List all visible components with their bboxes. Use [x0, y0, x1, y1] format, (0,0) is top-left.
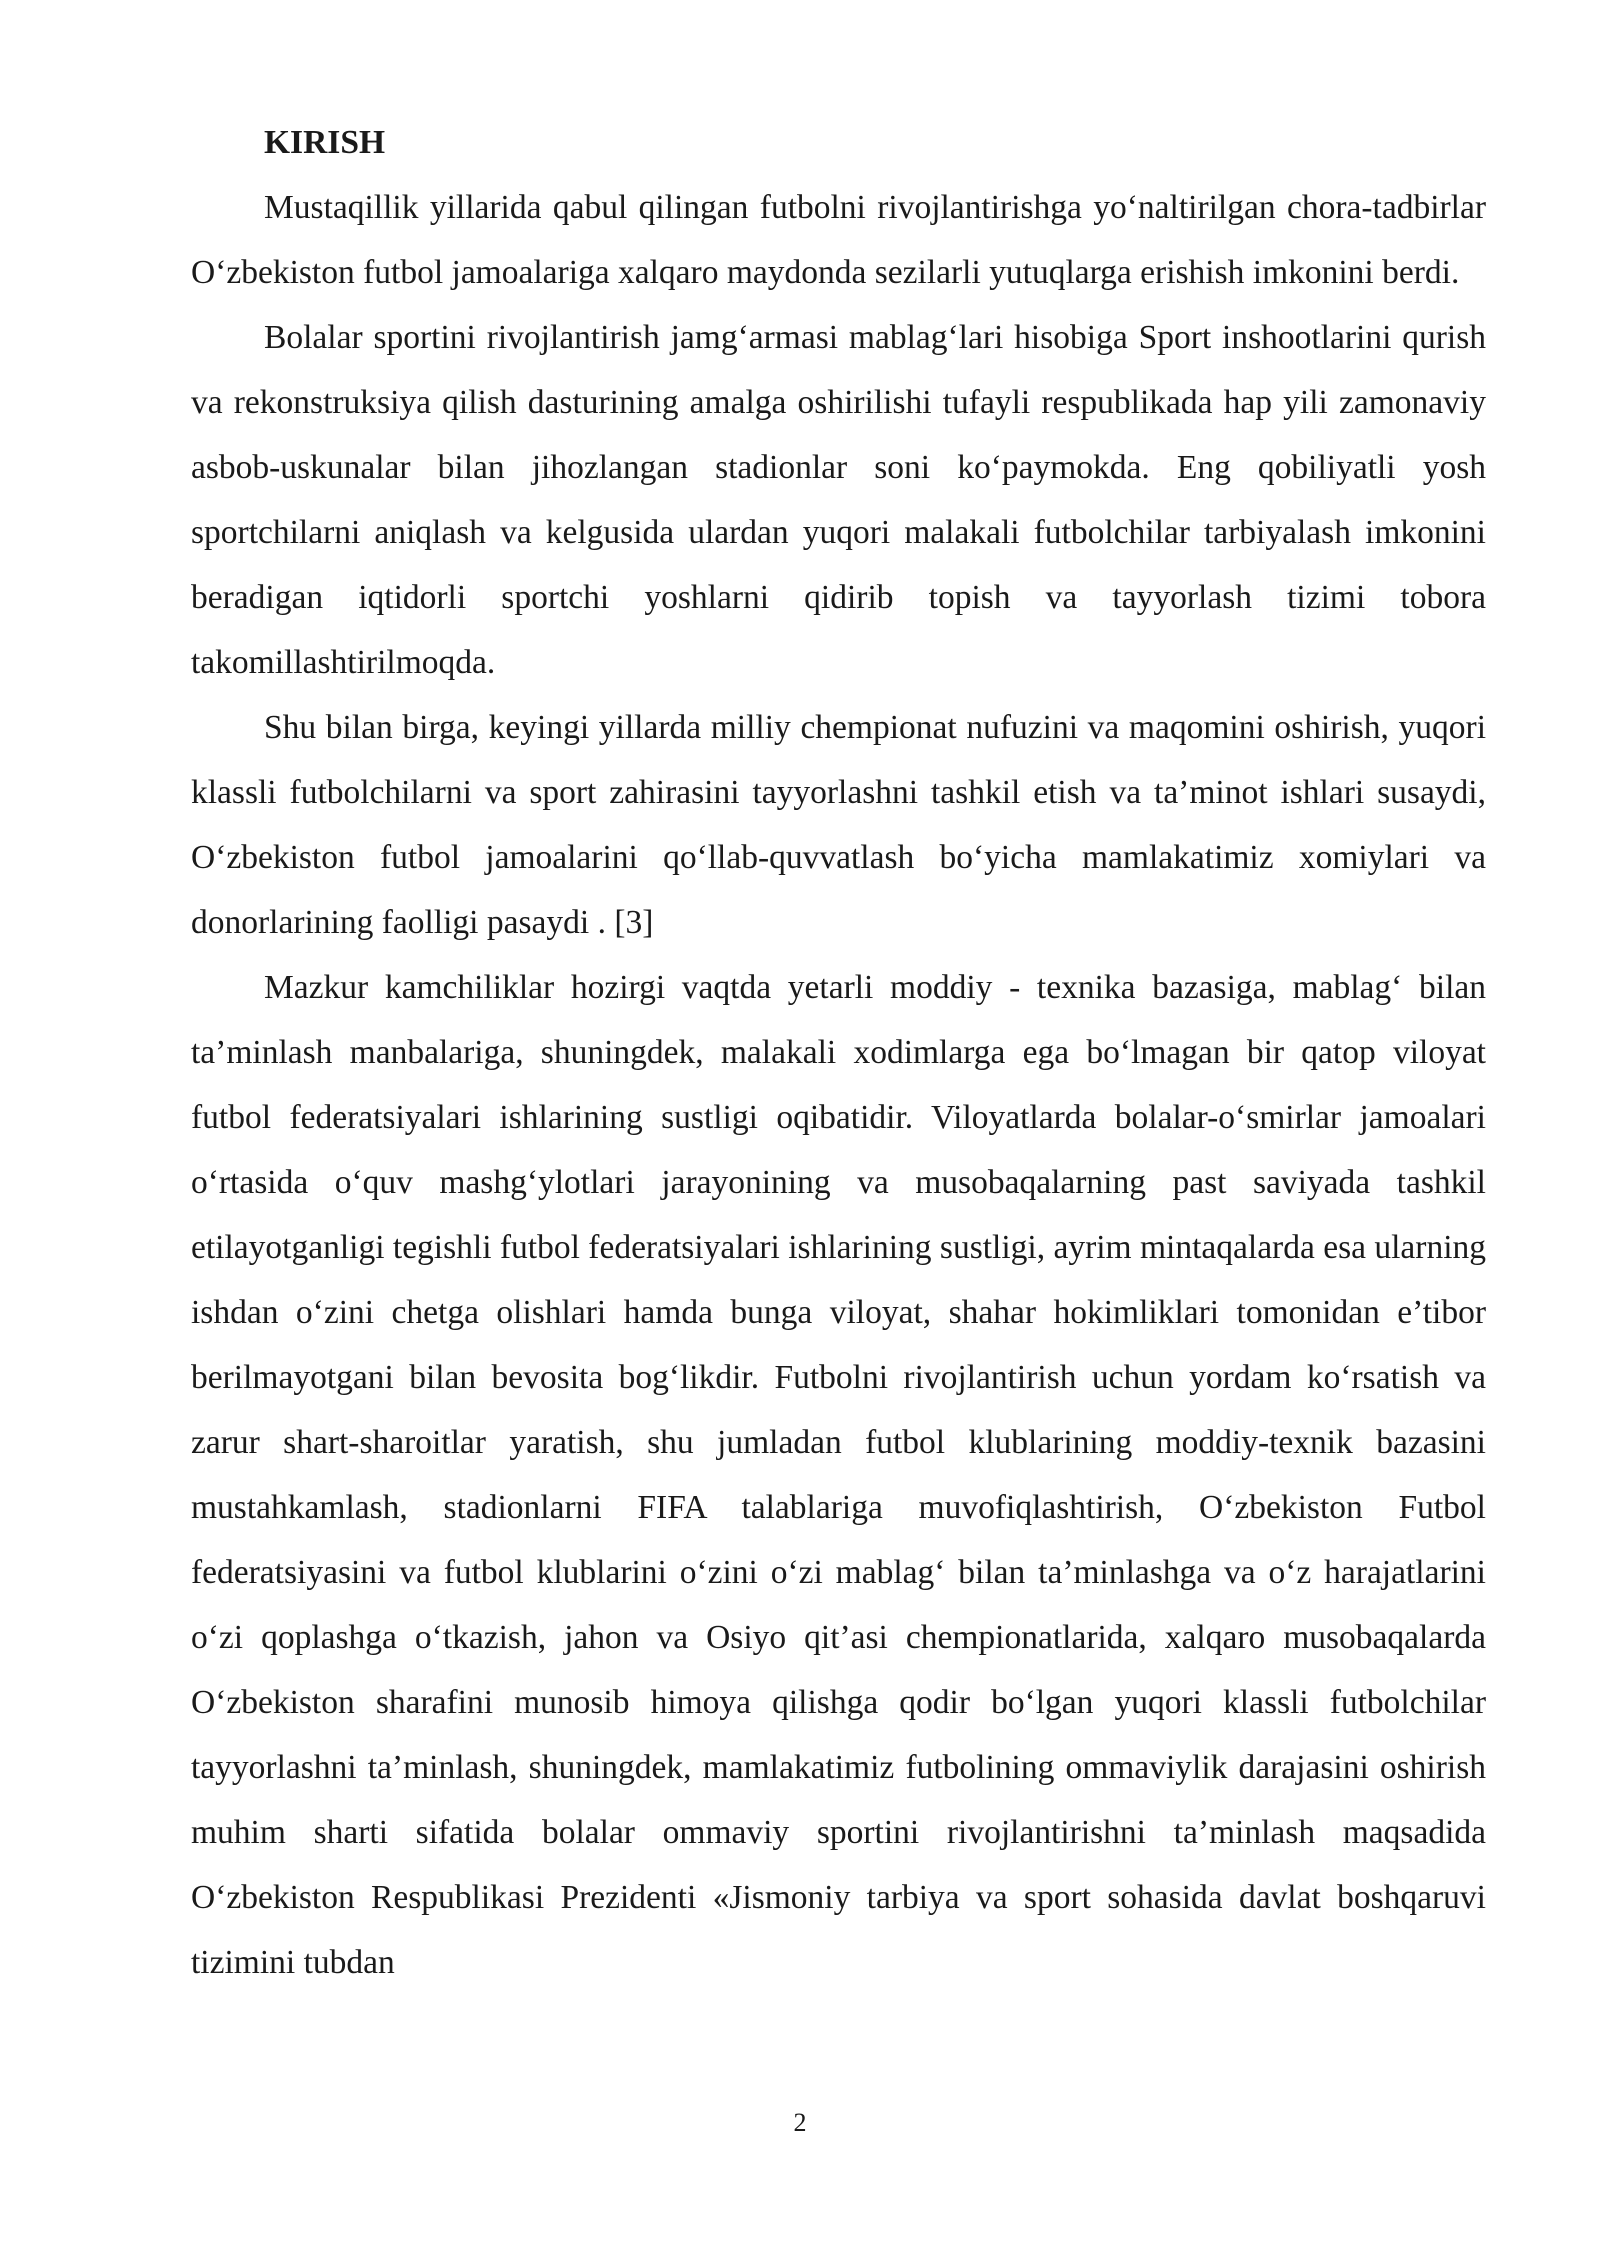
page-number: 2 [793, 2108, 807, 2137]
paragraph-1: Mustaqillik yillarida qabul qilingan futbolni rivojlantirishga yo‘naltirilgan chora-tadbirlar O‘zbekiston futbol jamoalariga xalqaro maydonda sezilarli yutuqlarga erishish imkonini berdi. [191, 189, 1486, 291]
section-heading: KIRISH [264, 124, 386, 161]
paragraph-3: Shu bilan birga, keyingi yillarda milliy chempionat nufuzini va maqomini oshirish, yuqori klassli futbolchilarni va sport zahirasini tayyorlashni tashkil etish va ta’minot ishlari susaydi, O‘zbekiston futbol jamoalarini qo‘llab-quvvatlash bo‘yicha mamlakatimiz xomiylari va donorlarining faolligi pasaydi . [3] [191, 709, 1486, 941]
paragraph-4: Mazkur kamchiliklar hozirgi vaqtda yetarli moddiy - texnika bazasiga, mablag‘ bilan ta’minlash manbalariga, shuningdek, malakali xodimlarga ega bo‘lmagan bir qatop viloyat futbol federatsiyalari ishlarining sustligi oqibatidir. Viloyatlarda bolalar-o‘smirlar jamoalari o‘rtasida o‘quv mashg‘ylotlari jarayonining va musobaqalarning past saviyada tashkil etilayotganligi tegishli futbol federatsiyalari ishlarining sustligi, ayrim mintaqalarda esa ularning ishdan o‘zini chetga olishlari hamda bunga viloyat, shahar hokimliklari tomonidan e’tibor berilmayotgani bilan bevosita bog‘likdir. Futbolni rivojlantirish uchun yordam ko‘rsatish va zarur shart-sharoitlar yaratish, shu jumladan futbol klublarining moddiy-texnik bazasini mustahkamlash, stadionlarni FIFA talablariga muvofiqlashtirish, O‘zbekiston Futbol federatsiyasini va futbol klublarini o‘zini o‘zi mablag‘ bilan ta’minlashga va o‘z harajatlarini o‘zi qoplashga o‘tkazish, jahon va Osiyo qit’asi chempionatlarida, xalqaro musobaqalarda O‘zbekiston sharafini munosib himoya qilishga qodir bo‘lgan yuqori klassli futbolchilar tayyorlashni ta’minlash, shuningdek, mamlakatimiz futbolining ommaviylik darajasini oshirish muhim sharti sifatida bolalar ommaviy sportini rivojlantirishni ta’minlash maqsadida O‘zbekiston Respublikasi Prezidenti «Jismoniy tarbiya va sport sohasida davlat boshqaruvi tizimini tubdan [191, 969, 1487, 1981]
page-body [191, 110, 1486, 1995]
paragraph-2: Bolalar sportini rivojlantirish jamg‘armasi mablag‘lari hisobiga Sport inshootlarini qurish va rekonstruksiya qilish dasturining amalga oshirilishi tufayli respublikada hap yili zamonaviy asbob-uskunalar bilan jihozlangan stadionlar soni ko‘paymokda. Eng qobiliyatli yosh sportchilarni aniqlash va kelgusida ulardan yuqori malakali futbolchilar tarbiyalash imkonini beradigan iqtidorli sportchi yoshlarni qidirib topish va tayyorlash tizimi tobora takomillashtirilmoqda. [191, 319, 1486, 681]
